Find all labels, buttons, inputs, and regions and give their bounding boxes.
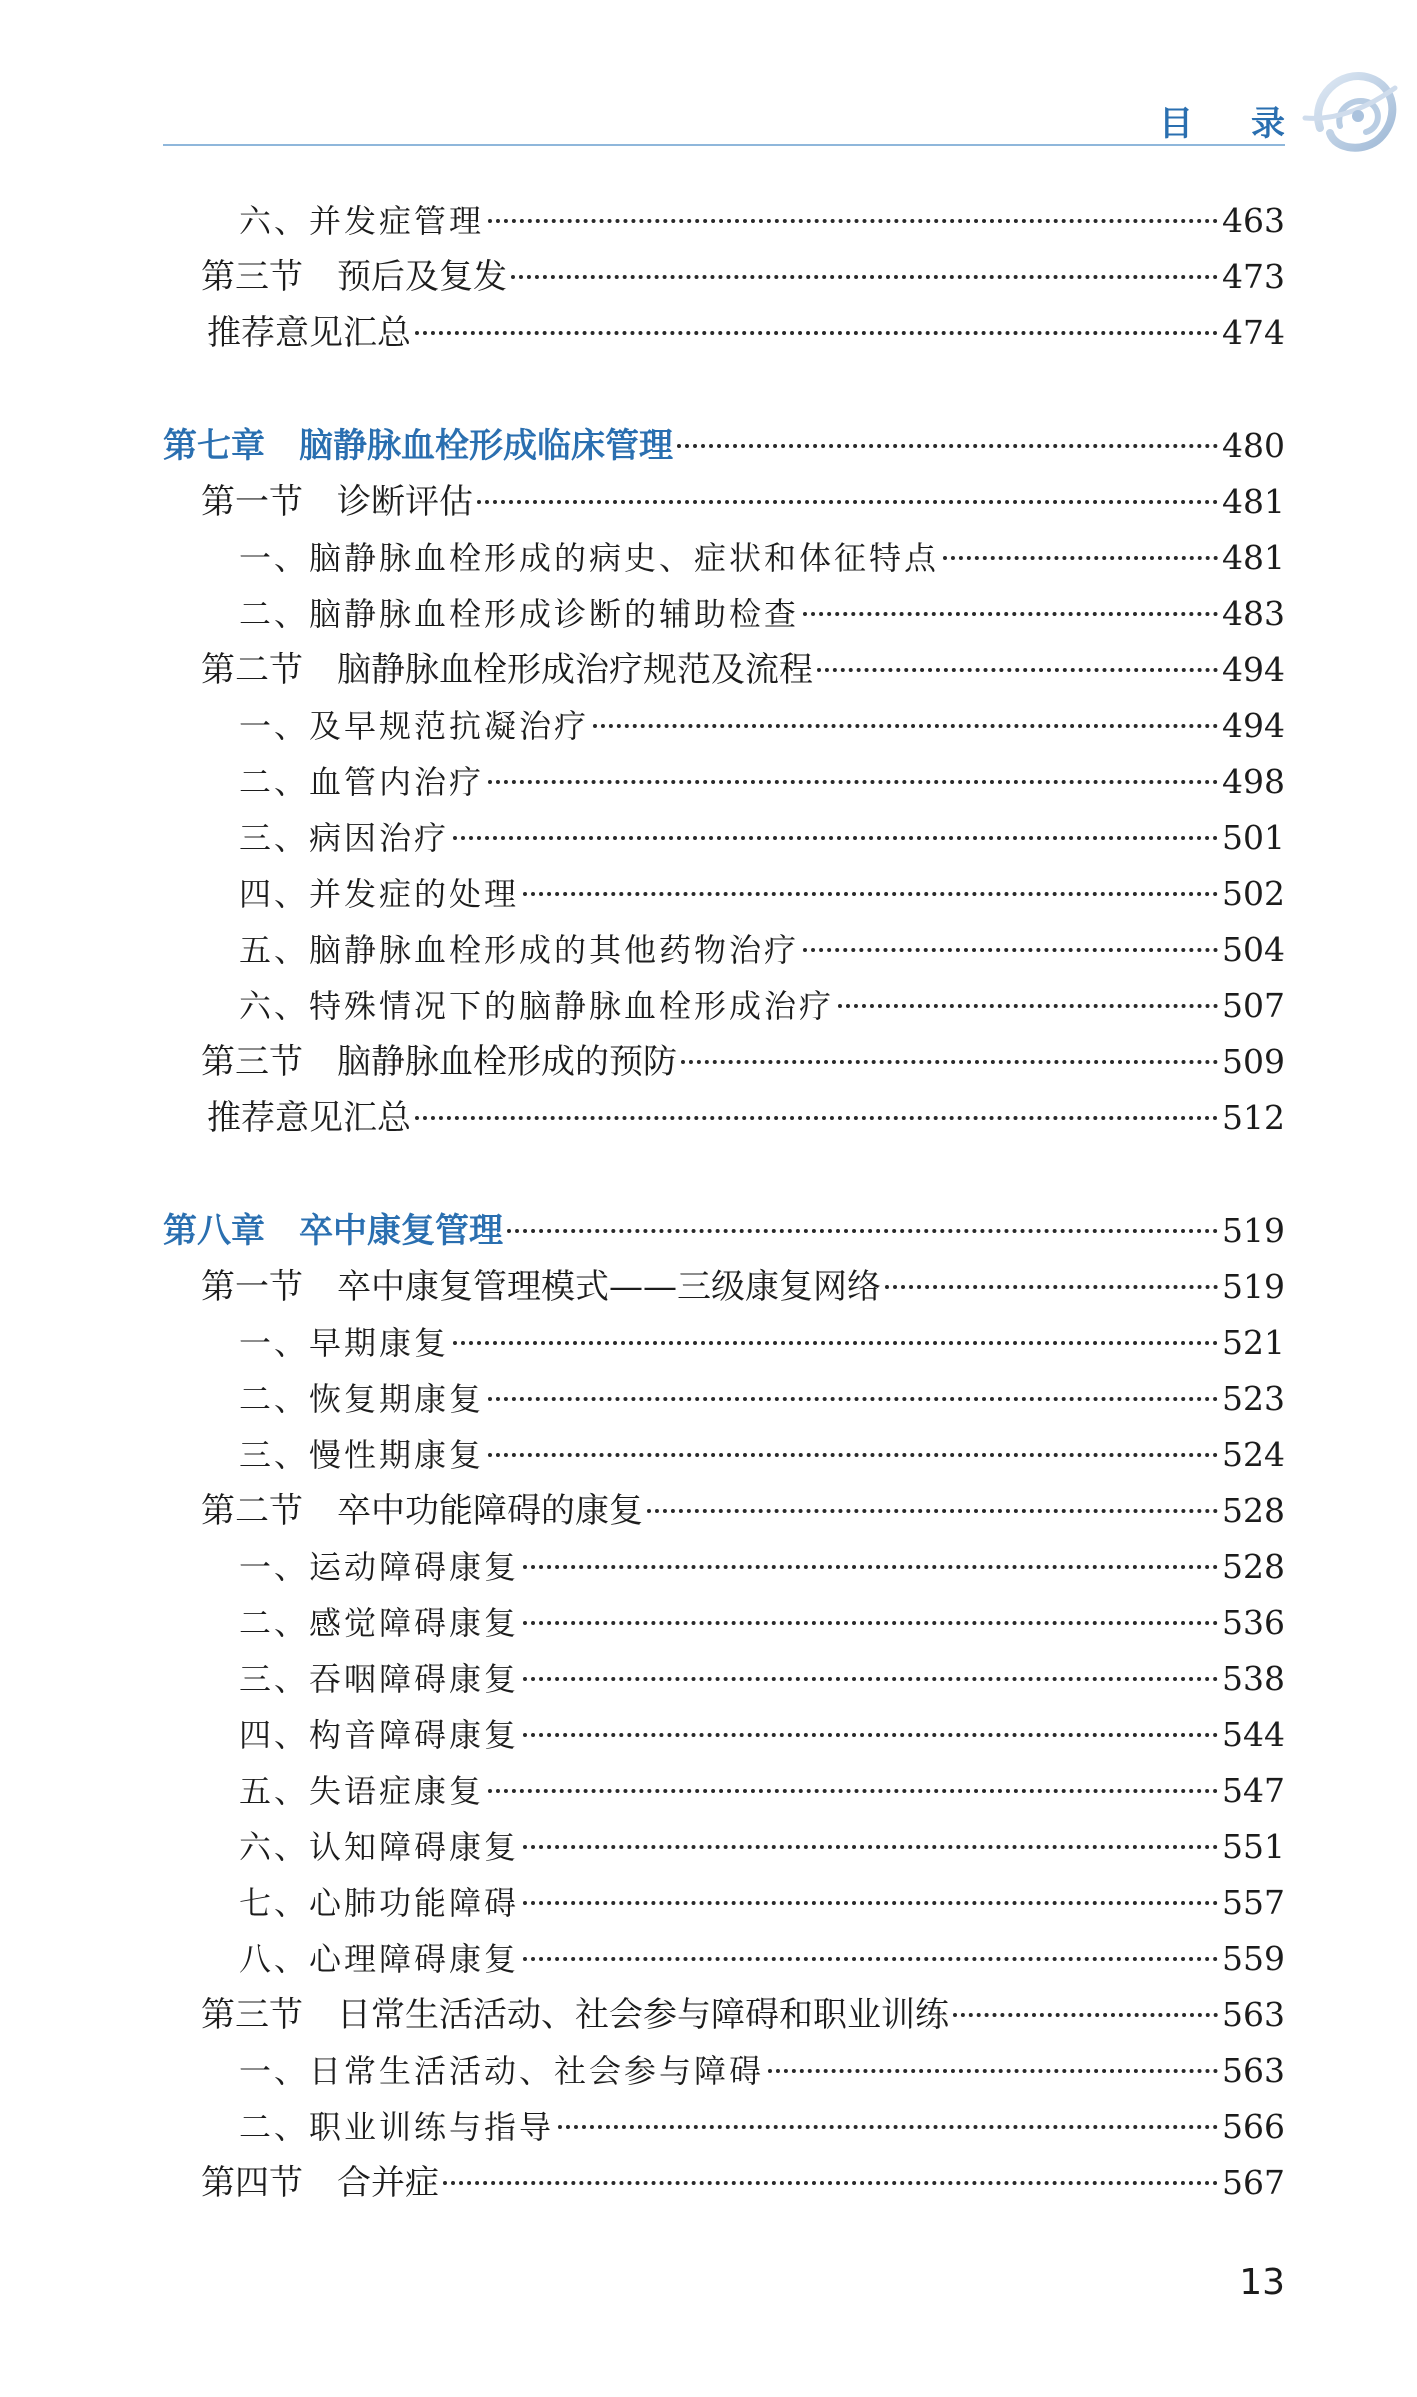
- decorative-emblem-icon: [1300, 58, 1410, 168]
- toc-entry-item: [163, 814, 1285, 862]
- toc-entry-chapter: [163, 1207, 1285, 1255]
- toc-entry-page: 483: [1222, 594, 1285, 633]
- toc-leader-dots: [453, 836, 1218, 840]
- toc-entry-section: [163, 2159, 1285, 2207]
- toc-entry-section: [163, 253, 1285, 301]
- toc-entry-label: 一、脑静脉血栓形成的病史、症状和体征特点: [239, 539, 940, 577]
- toc-leader-dots: [803, 948, 1218, 952]
- toc-entry-item: [163, 1655, 1285, 1703]
- toc-entry-label: 五、脑静脉血栓形成的其他药物治疗: [239, 931, 800, 969]
- toc-entry-item: [163, 2103, 1285, 2151]
- toc-entry-label: 第七章 脑静脉血栓形成临床管理: [163, 426, 673, 466]
- page-header: [163, 80, 1343, 150]
- toc-entry-item: [163, 982, 1285, 1030]
- toc-entry-label: 二、血管内治疗: [239, 763, 485, 801]
- toc-entry-page: 463: [1222, 201, 1285, 240]
- toc-entry-page: 481: [1222, 482, 1285, 521]
- toc-leader-dots: [488, 1789, 1218, 1793]
- toc-entry-item: [163, 2047, 1285, 2095]
- toc-leader-dots: [523, 1957, 1218, 1961]
- toc-entry-page: 473: [1222, 257, 1285, 296]
- toc-entry-label: 三、病因治疗: [239, 819, 450, 857]
- toc-entry-page: 566: [1222, 2107, 1285, 2146]
- toc-leader-dots: [768, 2069, 1218, 2073]
- toc-entry-label: 第一节 诊断评估: [201, 482, 473, 522]
- toc-entry-page: 551: [1222, 1827, 1285, 1866]
- toc-entry-item: [163, 1431, 1285, 1479]
- toc-entry-label: 推荐意见汇总: [207, 313, 411, 353]
- toc-entry-label: 第三节 日常生活活动、社会参与障碍和职业训练: [201, 1995, 949, 2035]
- toc-entry-item: [163, 1823, 1285, 1871]
- toc-leader-dots: [523, 1733, 1218, 1737]
- toc-entry-item: [163, 197, 1285, 245]
- toc-leader-dots: [488, 219, 1218, 223]
- toc-leader-dots: [943, 556, 1218, 560]
- toc-entry-summary: [163, 309, 1285, 357]
- toc-leader-dots: [677, 444, 1218, 448]
- toc-leader-dots: [593, 724, 1218, 728]
- toc-entry-label: 六、并发症管理: [239, 202, 485, 240]
- toc-entry-page: 538: [1222, 1659, 1285, 1698]
- toc-leader-dots: [647, 1509, 1218, 1513]
- toc-leader-dots: [523, 1565, 1218, 1569]
- toc-entry-page: 567: [1222, 2163, 1285, 2202]
- toc-entry-page: 544: [1222, 1715, 1285, 1754]
- toc-entry-item: [163, 590, 1285, 638]
- toc-entry-page: 521: [1222, 1323, 1285, 1362]
- toc-entry-label: 二、感觉障碍康复: [239, 1604, 520, 1642]
- toc-entry-chapter: [163, 422, 1285, 470]
- toc-entry-section: [163, 1038, 1285, 1086]
- toc-entry-page: 523: [1222, 1379, 1285, 1418]
- toc-entry-label: 一、日常生活活动、社会参与障碍: [239, 2052, 765, 2090]
- toc-entry-label: 一、早期康复: [239, 1324, 450, 1362]
- toc-entry-label: 第三节 脑静脉血栓形成的预防: [201, 1042, 677, 1082]
- toc-entry-item: [163, 1711, 1285, 1759]
- toc-entry-page: 504: [1222, 930, 1285, 969]
- toc-entry-label: 推荐意见汇总: [207, 1098, 411, 1138]
- toc-leader-dots: [523, 1901, 1218, 1905]
- toc-leader-dots: [443, 2181, 1218, 2185]
- toc-entry-page: 524: [1222, 1435, 1285, 1474]
- toc-entry-page: 519: [1222, 1211, 1285, 1250]
- toc-entry-label: 六、特殊情况下的脑静脉血栓形成治疗: [239, 987, 835, 1025]
- toc-entry-label: 二、恢复期康复: [239, 1380, 485, 1418]
- toc-entry-page: 559: [1222, 1939, 1285, 1978]
- toc-leader-dots: [523, 892, 1218, 896]
- toc-entry-item: [163, 1935, 1285, 1983]
- toc-entry-item: [163, 926, 1285, 974]
- toc-entry-item: [163, 758, 1285, 806]
- toc-entry-label: 六、认知障碍康复: [239, 1828, 520, 1866]
- toc-leader-dots: [523, 1845, 1218, 1849]
- toc-entry-page: 494: [1222, 650, 1285, 689]
- toc-entry-item: [163, 1879, 1285, 1927]
- toc-entry-label: 七、心肺功能障碍: [239, 1884, 520, 1922]
- toc-entry-page: 563: [1222, 1995, 1285, 2034]
- toc-leader-dots: [558, 2125, 1218, 2129]
- toc-entry-page: 563: [1222, 2051, 1285, 2090]
- toc-entry-page: 519: [1222, 1267, 1285, 1306]
- toc-entry-page: 528: [1222, 1491, 1285, 1530]
- toc-leader-dots: [488, 1397, 1218, 1401]
- toc-leader-dots: [817, 668, 1218, 672]
- toc-entry-section: [163, 1487, 1285, 1535]
- toc-entry-label: 第二节 脑静脉血栓形成治疗规范及流程: [201, 650, 813, 690]
- toc-leader-dots: [507, 1229, 1218, 1233]
- page-number: 13: [1239, 2262, 1285, 2303]
- toc-entry-page: 547: [1222, 1771, 1285, 1810]
- toc-leader-dots: [477, 500, 1218, 504]
- toc-entry-label: 第一节 卒中康复管理模式——三级康复网络: [201, 1267, 881, 1307]
- toc-entry-page: 509: [1222, 1042, 1285, 1081]
- toc-entry-page: 494: [1222, 706, 1285, 745]
- toc-entry-section: [163, 1991, 1285, 2039]
- toc-entry-page: 557: [1222, 1883, 1285, 1922]
- toc-entry-page: 502: [1222, 874, 1285, 913]
- toc-entry-label: 三、慢性期康复: [239, 1436, 485, 1474]
- toc-entry-section: [163, 646, 1285, 694]
- toc-entry-page: 480: [1222, 426, 1285, 465]
- toc-leader-dots: [523, 1621, 1218, 1625]
- header-rule: [163, 144, 1285, 146]
- toc-entry-item: [163, 702, 1285, 750]
- toc-leader-dots: [453, 1341, 1218, 1345]
- toc-entry-label: 四、并发症的处理: [239, 875, 520, 913]
- toc-entry-summary: [163, 1094, 1285, 1142]
- toc-leader-dots: [681, 1060, 1218, 1064]
- toc-entry-label: 八、心理障碍康复: [239, 1940, 520, 1978]
- toc-leader-dots: [885, 1285, 1218, 1289]
- toc-entry-page: 512: [1222, 1098, 1285, 1137]
- toc-leader-dots: [953, 2013, 1218, 2017]
- toc-entry-section: [163, 1263, 1285, 1311]
- toc-entry-label: 第二节 卒中功能障碍的康复: [201, 1491, 643, 1531]
- toc-entry-page: 474: [1222, 313, 1285, 352]
- toc-entry-page: 498: [1222, 762, 1285, 801]
- toc-leader-dots: [523, 1677, 1218, 1681]
- toc-entry-item: [163, 870, 1285, 918]
- toc-entry-label: 三、吞咽障碍康复: [239, 1660, 520, 1698]
- toc-entry-page: 507: [1222, 986, 1285, 1025]
- header-title: 目录: [1159, 104, 1343, 144]
- toc-entry-label: 四、构音障碍康复: [239, 1716, 520, 1754]
- toc-entry-label: 第八章 卒中康复管理: [163, 1211, 503, 1251]
- toc-entry-page: 536: [1222, 1603, 1285, 1642]
- toc-entry-section: [163, 478, 1285, 526]
- toc-entry-item: [163, 1543, 1285, 1591]
- toc-leader-dots: [488, 780, 1218, 784]
- toc-entry-label: 一、及早规范抗凝治疗: [239, 707, 590, 745]
- toc-entry-item: [163, 1767, 1285, 1815]
- toc-entry-label: 二、脑静脉血栓形成诊断的辅助检查: [239, 595, 800, 633]
- toc-entry-label: 第四节 合并症: [201, 2163, 439, 2203]
- toc-leader-dots: [803, 612, 1218, 616]
- toc-entry-label: 二、职业训练与指导: [239, 2108, 555, 2146]
- toc-leader-dots: [415, 331, 1218, 335]
- toc-leader-dots: [511, 275, 1218, 279]
- toc-leader-dots: [415, 1116, 1218, 1120]
- toc-leader-dots: [838, 1004, 1218, 1008]
- toc-entry-item: [163, 1319, 1285, 1367]
- toc-entry-page: 528: [1222, 1547, 1285, 1586]
- toc-entry-label: 一、运动障碍康复: [239, 1548, 520, 1586]
- toc-entry-page: 501: [1222, 818, 1285, 857]
- toc-entry-label: 第三节 预后及复发: [201, 257, 507, 297]
- toc-entry-item: [163, 1375, 1285, 1423]
- toc-entry-label: 五、失语症康复: [239, 1772, 485, 1810]
- toc-entry-item: [163, 1599, 1285, 1647]
- toc-leader-dots: [488, 1453, 1218, 1457]
- toc-entry-page: 481: [1222, 538, 1285, 577]
- toc-entry-item: [163, 534, 1285, 582]
